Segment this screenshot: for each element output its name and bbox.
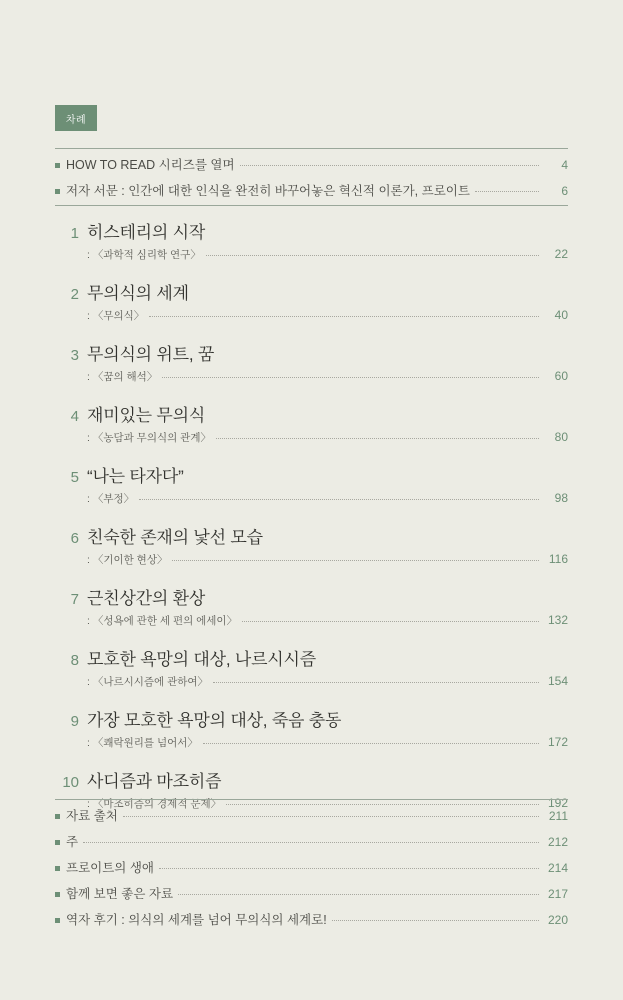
chapter-number: 4 — [70, 408, 79, 425]
chapter-page: 22 — [554, 247, 568, 261]
leader-dots — [159, 868, 539, 869]
chapter-subtitle: : 〈무의식〉 — [87, 310, 145, 322]
chapter-title: 히스테리의 시작 — [87, 223, 206, 242]
chapter-list — [55, 218, 568, 828]
bullet-square-icon — [55, 840, 60, 845]
toc-entry-title: 주 — [66, 835, 79, 849]
chapter-subtitle: : 〈성욕에 관한 세 편의 에세이〉 — [87, 615, 238, 627]
chapter-subtitle: : 〈쾌락원리를 넘어서〉 — [87, 737, 198, 749]
chapter-title: 근친상간의 환상 — [87, 589, 206, 608]
chapter-subtitle: : 〈나르시시즘에 관하여〉 — [87, 676, 209, 688]
divider-middle — [55, 205, 568, 206]
chapter-page: 40 — [554, 308, 568, 322]
chapter-entry[interactable] — [55, 279, 568, 323]
bullet-square-icon — [55, 163, 60, 168]
toc-entry-title: 프로이트의 생애 — [66, 861, 154, 875]
chapter-subtitle: : 〈부정〉 — [87, 493, 135, 505]
toc-entry-page: 214 — [547, 861, 568, 875]
chapter-page: 192 — [547, 796, 568, 810]
chapter-number: 7 — [70, 591, 79, 608]
chapter-subtitle: : 〈과학적 심리학 연구〉 — [87, 249, 201, 261]
chapter-number: 1 — [70, 225, 79, 242]
chapter-number: 3 — [70, 347, 79, 364]
toc-entry-page: 6 — [561, 184, 568, 198]
leader-dots — [123, 816, 539, 817]
leader-dots — [203, 743, 539, 744]
toc-entry-page: 211 — [548, 809, 568, 823]
back-matter-list — [55, 806, 568, 936]
toc-entry[interactable] — [55, 806, 568, 824]
chapter-subtitle: : 〈마조히즘의 경제적 문제〉 — [87, 798, 222, 810]
leader-dots — [172, 560, 539, 561]
toc-entry[interactable] — [55, 858, 568, 876]
chapter-subtitle: : 〈꿈의 해석〉 — [87, 371, 158, 383]
bullet-square-icon — [55, 892, 60, 897]
leader-dots — [139, 499, 539, 500]
toc-entry-page: 217 — [547, 887, 568, 901]
leader-dots — [206, 255, 539, 256]
chapter-page: 132 — [547, 613, 568, 627]
chapter-page: 98 — [554, 491, 568, 505]
bullet-square-icon — [55, 814, 60, 819]
leader-dots — [240, 165, 539, 166]
toc-entry-title: 함께 보면 좋은 자료 — [66, 887, 174, 901]
bullet-square-icon — [55, 866, 60, 871]
leader-dots — [242, 621, 539, 622]
toc-entry-title: HOW TO READ 시리즈를 열며 — [66, 158, 235, 172]
chapter-title: 가장 모호한 욕망의 대상, 죽음 충동 — [87, 711, 342, 730]
toc-entry-title: 자료 출처 — [66, 809, 118, 823]
toc-entry-page: 220 — [547, 913, 568, 927]
toc-entry-page: 212 — [547, 835, 568, 849]
leader-dots — [83, 842, 539, 843]
chapter-number: 10 — [62, 774, 79, 791]
front-matter-list — [55, 155, 568, 207]
chapter-entry[interactable] — [55, 462, 568, 506]
leader-dots — [213, 682, 539, 683]
chapter-entry[interactable] — [55, 401, 568, 445]
toc-entry[interactable] — [55, 155, 568, 173]
leader-dots — [475, 191, 539, 192]
chapter-page: 116 — [548, 552, 568, 566]
chapter-entry[interactable] — [55, 340, 568, 384]
toc-entry[interactable] — [55, 884, 568, 902]
divider-top — [55, 148, 568, 149]
bullet-square-icon — [55, 918, 60, 923]
chapter-entry[interactable] — [55, 218, 568, 262]
chapter-entry[interactable] — [55, 706, 568, 750]
chapter-number: 6 — [70, 530, 79, 547]
toc-entry[interactable] — [55, 910, 568, 928]
chapter-title: 모호한 욕망의 대상, 나르시시즘 — [87, 650, 316, 669]
chapter-number: 9 — [70, 713, 79, 730]
leader-dots — [178, 894, 539, 895]
leader-dots — [162, 377, 539, 378]
chapter-title: 무의식의 위트, 꿈 — [87, 345, 215, 364]
chapter-entry[interactable] — [55, 584, 568, 628]
chapter-entry[interactable] — [55, 767, 568, 811]
toc-entry-title: 저자 서문 : 인간에 대한 인식을 완전히 바꾸어놓은 혁신적 이론가, 프로이트 — [66, 184, 470, 198]
toc-entry[interactable] — [55, 832, 568, 850]
bullet-square-icon — [55, 189, 60, 194]
chapter-title: 재미있는 무의식 — [87, 406, 206, 425]
chapter-page: 60 — [554, 369, 568, 383]
chapter-page: 80 — [554, 430, 568, 444]
leader-dots — [149, 316, 539, 317]
chapter-subtitle: : 〈농담과 무의식의 관계〉 — [87, 432, 211, 444]
chapter-title: 무의식의 세계 — [87, 284, 189, 303]
chapter-subtitle: : 〈기이한 현상〉 — [87, 554, 168, 566]
toc-entry[interactable] — [55, 181, 568, 199]
divider-bottom — [55, 799, 568, 800]
chapter-title: 사디즘과 마조히즘 — [87, 772, 222, 791]
chapter-title: 친숙한 존재의 낯선 모습 — [87, 528, 263, 547]
chapter-entry[interactable] — [55, 645, 568, 689]
toc-entry-page: 4 — [561, 158, 568, 172]
chapter-number: 8 — [70, 652, 79, 669]
leader-dots — [216, 438, 539, 439]
chapter-number: 2 — [70, 286, 79, 303]
leader-dots — [226, 804, 539, 805]
leader-dots — [332, 920, 539, 921]
chapter-number: 5 — [70, 469, 79, 486]
toc-heading-badge: 차례 — [55, 105, 97, 131]
toc-entry-title: 역자 후기 : 의식의 세계를 넘어 무의식의 세계로! — [66, 913, 327, 927]
chapter-page: 172 — [547, 735, 568, 749]
chapter-page: 154 — [547, 674, 568, 688]
chapter-title: “나는 타자다” — [87, 467, 184, 486]
chapter-entry[interactable] — [55, 523, 568, 567]
